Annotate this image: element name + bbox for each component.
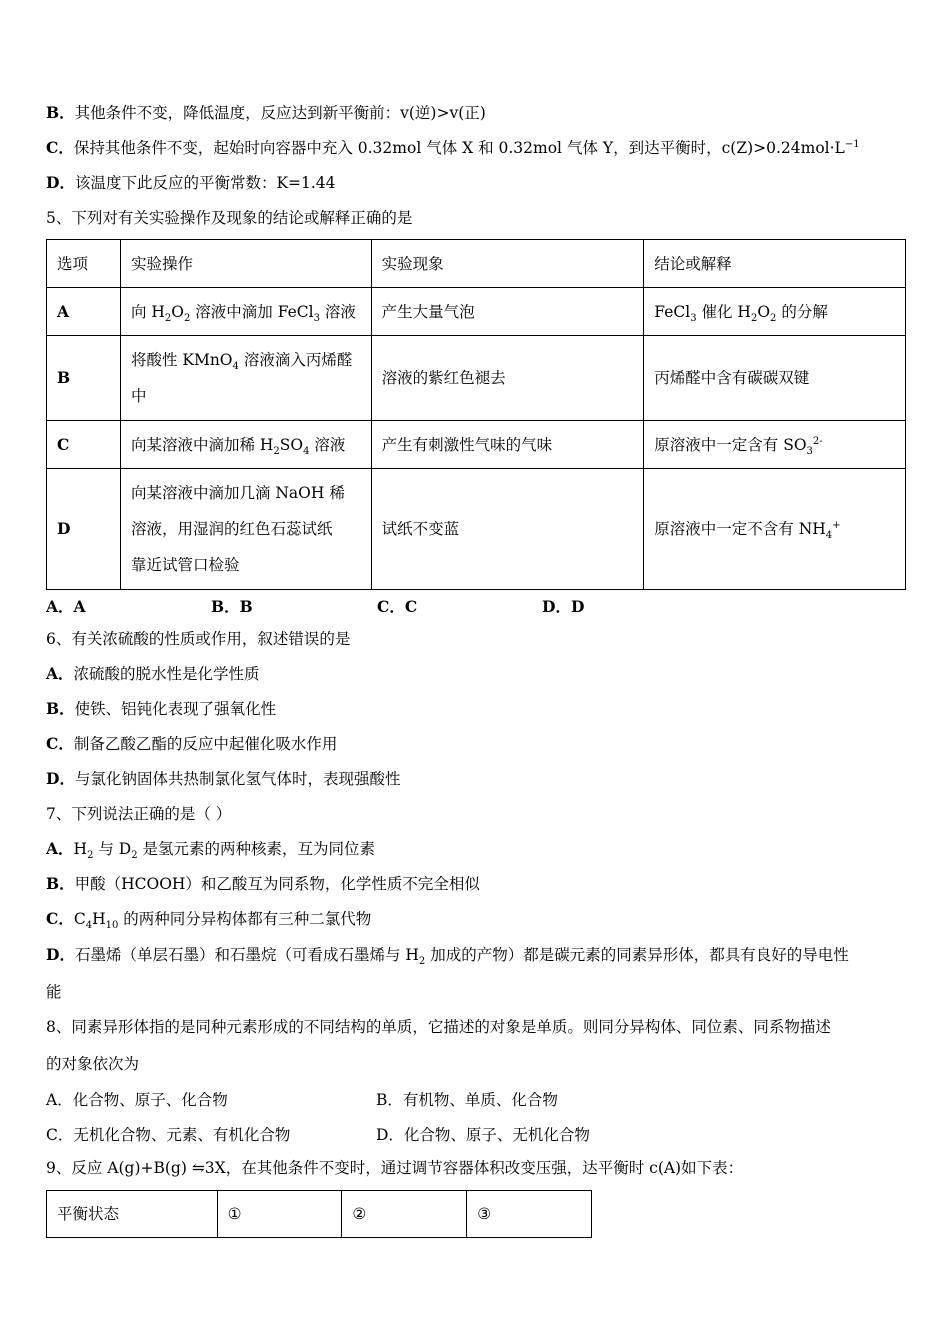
q8-stem-line1: 8、同素异形体指的是同种元素形成的不同结构的单质，它描述的对象是单质。则同分异构体、同位素、同系物描述 — [46, 1018, 831, 1036]
q5-table — [46, 239, 906, 590]
conclusion-cell: FeCl$_3$ 催化 $H_2O_2$ 的分解 — [644, 288, 906, 336]
q6-option-a: A．浓硫酸的脱水性是化学性质 — [46, 664, 260, 683]
header-cell: 选项 — [47, 240, 121, 288]
q5-option-c: C．C — [377, 597, 418, 616]
q4-option-b: B．其他条件不变，降低温度，反应达到新平衡前：v(逆)>v(正) — [46, 103, 486, 122]
q9-stem: 9、反应 A(g)+B(g) ⇋3X，在其他条件不变时，通过调节容器体积改变压强，达平衡时 c(A)如下表： — [46, 1159, 744, 1177]
table-header-row — [47, 1191, 592, 1238]
phenomenon-cell: 产生大量气泡 — [371, 288, 644, 336]
q7-option-d-continuation: 能 — [46, 983, 62, 1001]
q5-option-d: D．D — [542, 597, 585, 616]
header-cell: 结论或解释 — [644, 240, 906, 288]
option-cell: C — [47, 421, 121, 469]
q8-option-d: D．化合物、原子、无机化合物 — [376, 1126, 590, 1144]
q5-option-b: B．B — [211, 597, 253, 616]
header-cell: 实验现象 — [371, 240, 644, 288]
option-cell: A — [47, 288, 121, 336]
table-header-row — [47, 240, 906, 288]
q6-option-c: C．制备乙酸乙酯的反应中起催化吸水作用 — [46, 734, 338, 753]
operation-cell: 向 $H_2O_2$ 溶液中滴加 FeCl$_3$ 溶液 — [120, 288, 371, 336]
phenomenon-cell: 溶液的紫红色褪去 — [371, 336, 644, 421]
phenomenon-cell: 产生有刺激性气味的气味 — [371, 421, 644, 469]
q7-option-d: D．石墨烯（单层石墨）和石墨烷（可看成石墨烯与 $H_2$ 加成的产物）都是碳元素的同素异形体，都具有良好的导电性 — [46, 945, 849, 968]
q6-stem: 6、有关浓硫酸的性质或作用，叙述错误的是 — [46, 630, 351, 648]
header-cell: 实验操作 — [120, 240, 371, 288]
q6-option-d: D．与氯化钠固体共热制氯化氢气体时，表现强酸性 — [46, 769, 401, 788]
header-cell: ① — [217, 1191, 342, 1238]
phenomenon-cell: 试纸不变蓝 — [371, 469, 644, 590]
q9-table — [46, 1190, 592, 1238]
header-cell: ② — [342, 1191, 467, 1238]
q8-option-b: B．有机物、单质、化合物 — [376, 1091, 558, 1109]
option-cell: B — [47, 336, 121, 421]
q7-stem: 7、下列说法正确的是（ ） — [46, 805, 232, 823]
q4-option-c: C．保持其他条件不变，起始时向容器中充入 0.32mol 气体 X 和 0.32mol 气体 Y，到达平衡时，$c(Z)>0.24mol\cdot L^{-1}$ — [46, 138, 860, 157]
q7-option-b: B．甲酸（HCOOH）和乙酸互为同系物，化学性质不完全相似 — [46, 874, 480, 893]
conclusion-cell: 丙烯醛中含有碳碳双键 — [644, 336, 906, 421]
q5-stem: 5、下列对有关实验操作及现象的结论或解释正确的是 — [46, 209, 413, 227]
q8-stem-line2: 的对象依次为 — [46, 1055, 140, 1073]
q7-option-a: A．$H_2$ 与 $D_2$ 是氢元素的两种核素，互为同位素 — [46, 839, 376, 862]
q8-option-a: A．化合物、原子、化合物 — [46, 1091, 228, 1109]
q8-option-c: C．无机化合物、元素、有机化合物 — [46, 1126, 291, 1144]
q4-option-d: D．该温度下此反应的平衡常数：K=1.44 — [46, 173, 336, 192]
operation-cell: 向某溶液中滴加稀 $H_2SO_4$ 溶液 — [120, 421, 371, 469]
conclusion-cell: 原溶液中一定不含有 $NH_4^+$ — [644, 469, 906, 590]
table-row — [47, 469, 906, 590]
q6-option-b: B．使铁、铝钝化表现了强氧化性 — [46, 699, 277, 718]
q5-options — [46, 595, 766, 615]
option-cell: D — [47, 469, 121, 590]
table-row — [47, 336, 906, 421]
header-cell: 平衡状态 — [47, 1191, 218, 1238]
q5-option-a: A．A — [46, 597, 86, 616]
operation-cell: 将酸性 KMnO$_4$ 溶液滴入丙烯醛 中 — [120, 336, 371, 421]
header-cell: ③ — [467, 1191, 592, 1238]
table-row — [47, 421, 906, 469]
operation-cell: 向某溶液中滴加几滴 NaOH 稀 溶液，用湿润的红色石蕊试纸 靠近试管口检验 — [120, 469, 371, 590]
table-row — [47, 288, 906, 336]
q7-option-c: C．$C_4H_{10}$ 的两种同分异构体都有三种二氯代物 — [46, 909, 372, 932]
conclusion-cell: 原溶液中一定含有 $SO_3^{2-}$ — [644, 421, 906, 469]
